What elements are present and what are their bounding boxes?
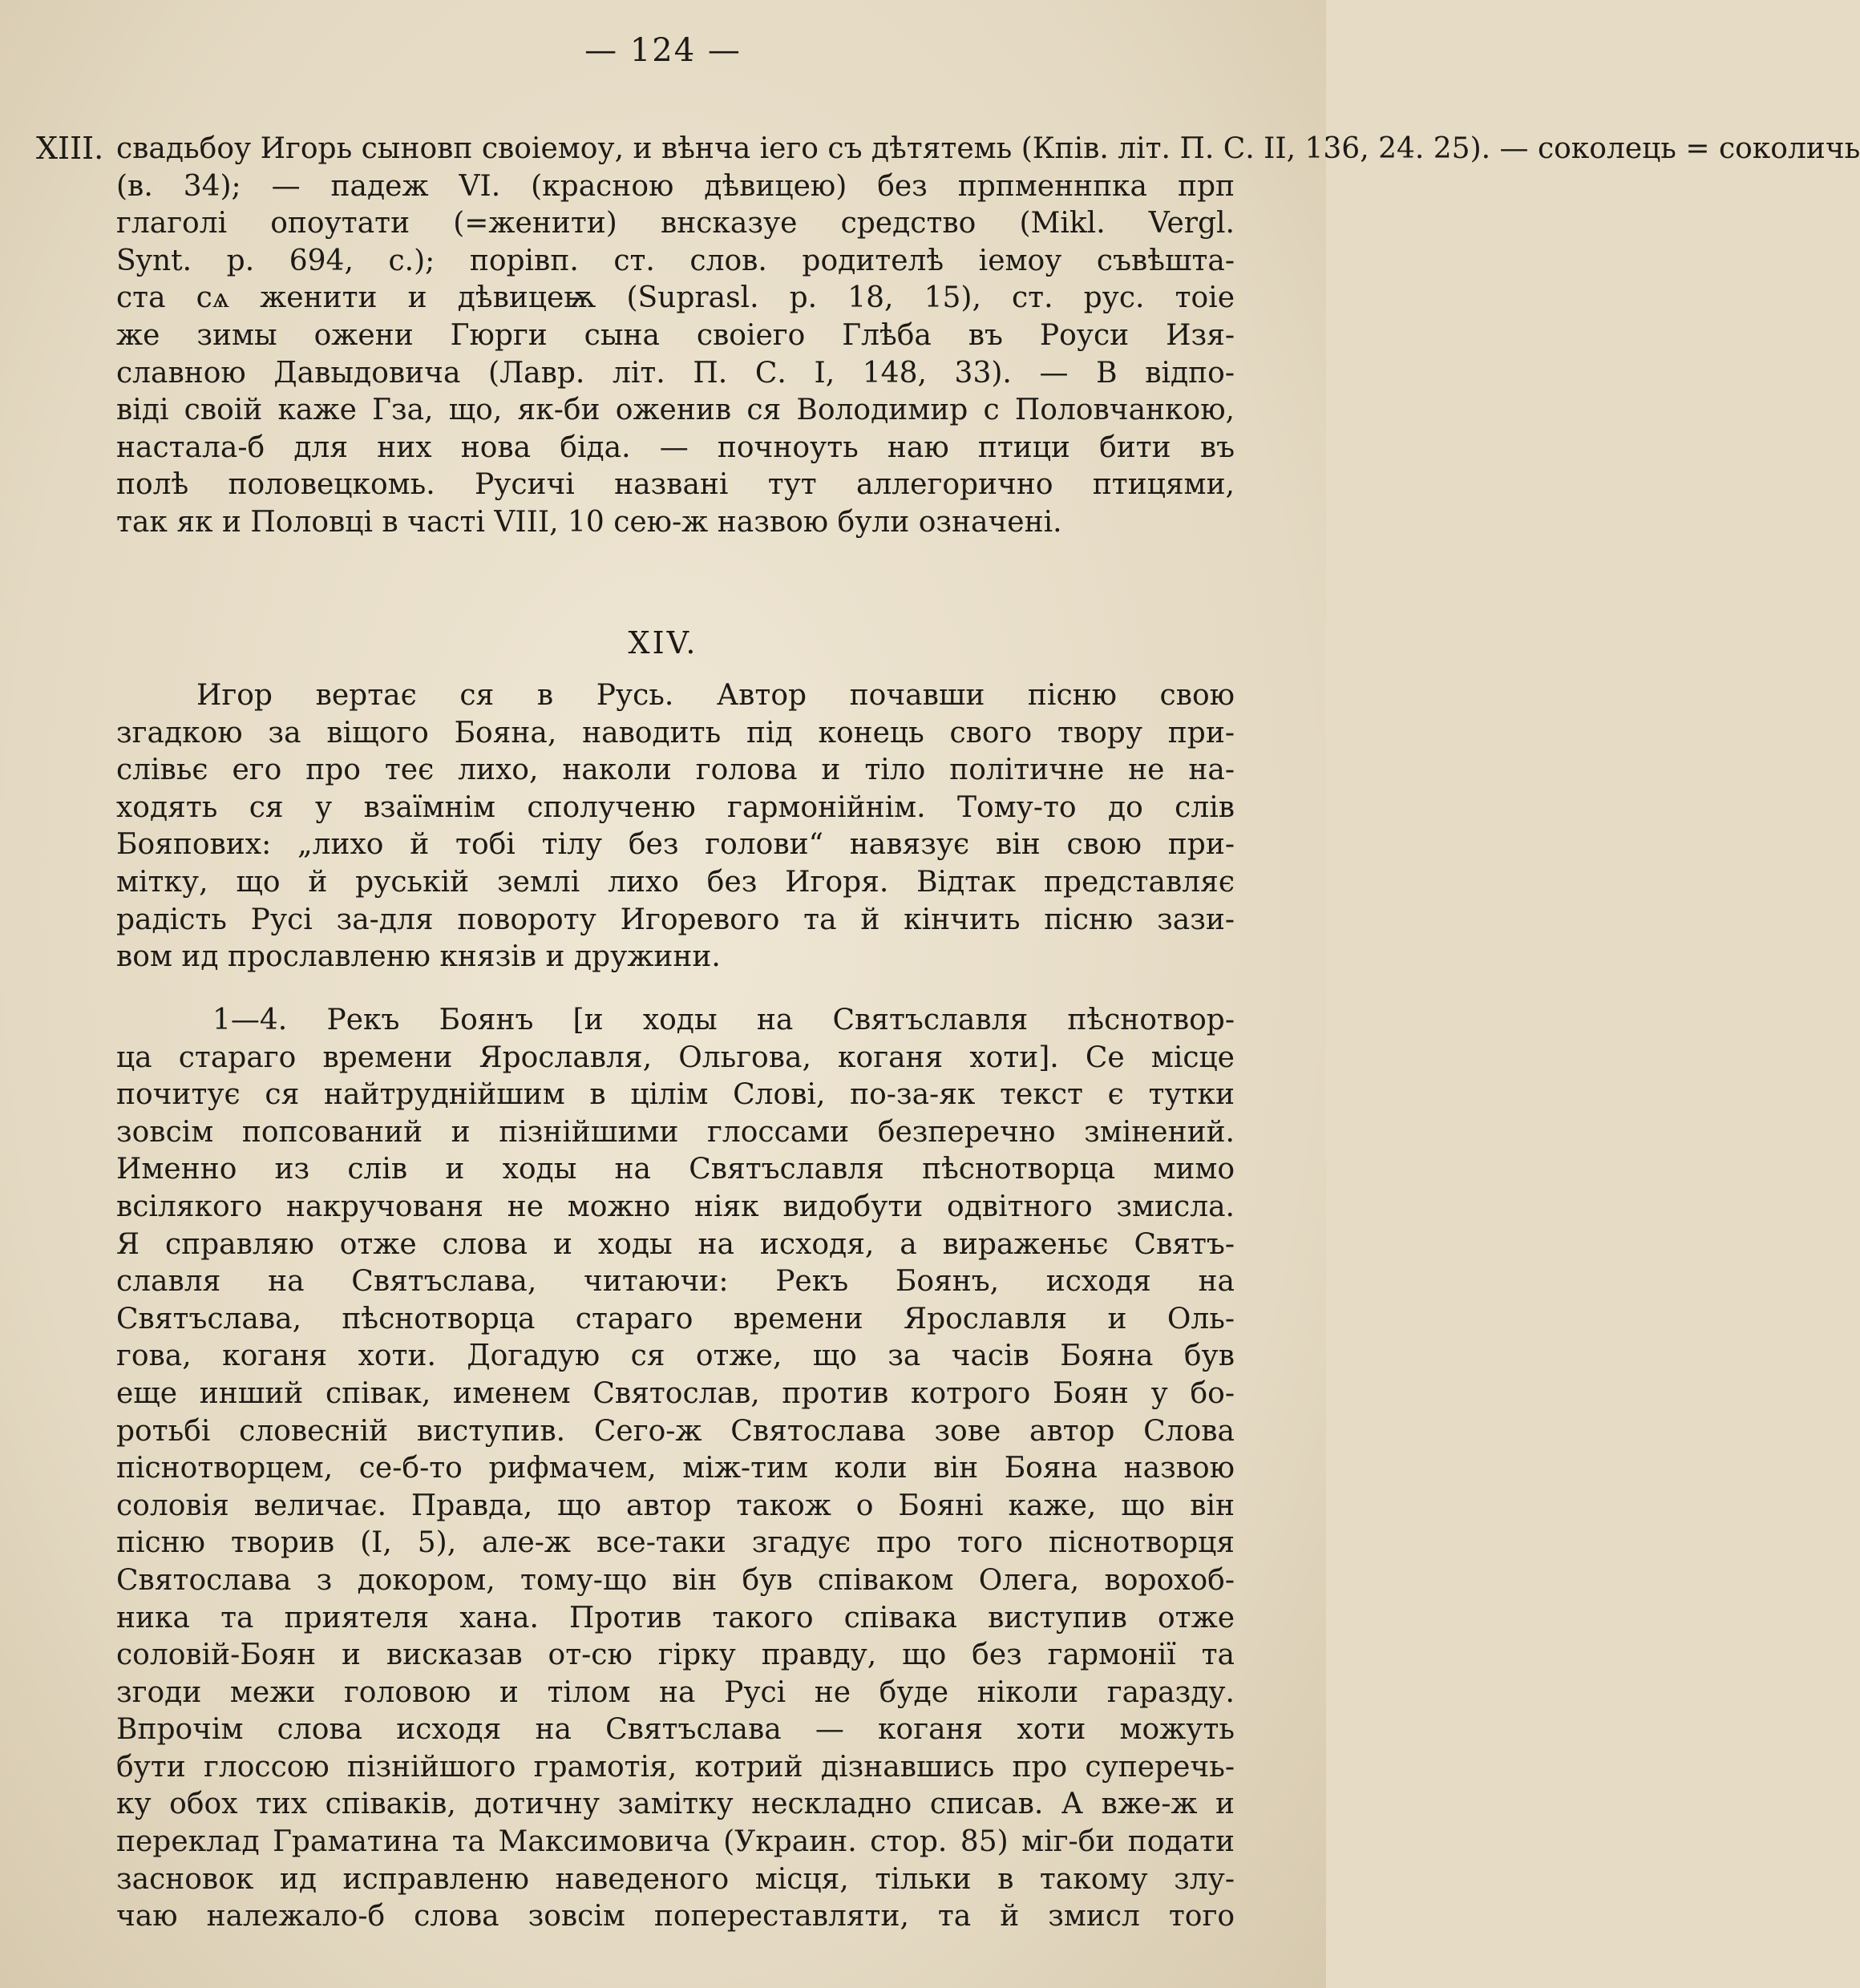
text-line: же зимы ожени Гюрги сына своiего Глѣба въ Роуси Изя- — [116, 318, 1235, 352]
text-line: Бояпових: „лихо й тобі тілу без голови“ навязує він свою при- — [116, 828, 1235, 862]
text-line: полѣ половецкомь. Русичі названі тут аллегорично птицями, — [116, 468, 1235, 502]
section-xiv-heading: XIV. — [628, 625, 698, 661]
text-line: піснотворцем, се-б-то рифмачем, між-тим коли він Бояна назвою — [116, 1452, 1235, 1485]
text-line: гова, коганя хоти. Догадую ся отже, що за часів Бояна був — [116, 1339, 1235, 1373]
text-line: ста сѧ женити и дѣвицеѭ (Suprasl. p. 18, 15), ст. рус. тоiе — [116, 281, 1235, 315]
text-line: (в. 34); — падеж VI. (красною дѣвицею) без прпменнпка прп — [116, 169, 1235, 203]
text-line: Святъслава, пѣснотворца стараго времени Ярославля и Оль- — [116, 1302, 1235, 1335]
page-number: — 124 — — [584, 32, 742, 69]
text-line: 1—4. Рекъ Боянъ [и ходы на Святъславля пѣснотвор- — [212, 1004, 1235, 1036]
text-line: мітку, що й руській землі лихо без Игоря. Відтак представляє — [116, 865, 1235, 899]
text-line: ротьбі словесній виступив. Сего-ж Святослава зове автор Слова — [116, 1414, 1235, 1448]
text-line: Именно из слів и ходы на Святъславля пѣснотворца мимо — [116, 1153, 1235, 1186]
text-line: пісню творив (I, 5), але-ж все-таки згадує про того піснотворця — [116, 1526, 1235, 1560]
section-xiii-text — [116, 131, 1860, 542]
text-line: свадьбоу Игорь сыновп своiемоу, и вѣнча iего съ дѣтятемь (Кпів. літ. П. С. II, 136, 24. 25). — соколець = соколичь — [116, 132, 1860, 165]
text-line: всілякого накручованя не можно ніяк видобути одвітного змисла. — [116, 1190, 1235, 1223]
text-line: так як и Половці в часті VIII, 10 сею-ж назвою були означені. — [116, 505, 1062, 539]
text-line: славля на Святъслава, читаючи: Рекъ Боянъ, исходя на — [116, 1265, 1235, 1299]
text-line: Игор вертає ся в Русь. Автор почавши пісню свою — [196, 679, 1235, 712]
text-line: вом ид прославленю князів и дружини. — [116, 940, 721, 974]
text-line: Synt. p. 694, c.); порівп. ст. слов. родителѣ iемоу съвѣшта- — [116, 244, 1235, 277]
section-xiv-paragraph-1 — [116, 677, 1235, 976]
text-line: почитує ся найтруднійшим в цілім Слові, по-за-як текст є тутки — [116, 1078, 1235, 1112]
text-line: ника та приятеля хана. Против такого співака виступив отже — [116, 1601, 1235, 1634]
text-line: ходять ся у взаїмнім сполученю гармонійнім. Тому-то до слів — [116, 790, 1235, 824]
text-line: переклад Граматина та Максимовича (Украин. стор. 85) міг-би подати — [116, 1825, 1235, 1859]
text-line: ца стараго времени Ярославля, Ольговa, коганя хоти]. Се місце — [116, 1040, 1235, 1074]
text-line: соловій-Боян и висказав от-сю гірку правду, що без гармонії та — [116, 1638, 1235, 1672]
text-line: згоди межи головою и тілом на Русі не буде ніколи гаразду. — [116, 1675, 1235, 1709]
text-line: Я справляю отже слова и ходы на исходя, а вираженьє Святъ- — [116, 1227, 1235, 1261]
text-line: бути глоссою пізнійшого грамотія, котрий дізнавшись про суперечь- — [116, 1750, 1235, 1784]
text-line: слівьє его про теє лихо, наколи голова и тіло політичне не на- — [116, 754, 1235, 787]
text-line: ку обох тих співаків, дотичну замітку нескладно списав. А вже-ж и — [116, 1788, 1235, 1821]
text-line: засновок ид исправленю наведеного місця, тільки в такому злу- — [116, 1862, 1235, 1896]
text-line: еще инший співак, именем Святослав, против котрого Боян у бо- — [116, 1376, 1235, 1410]
text-line: Святослава з докором, тому-що він був співаком Олега, ворохоб- — [116, 1563, 1235, 1597]
text-line: настала-б для них нова біда. — почноуть наю птици бити въ — [116, 430, 1235, 464]
text-line: Впрочім слова исходя на Святъслава — коганя хоти можуть — [116, 1713, 1235, 1747]
text-line: віді своій каже Гза, що, як-би оженив ся Володимир с Половчанкою, — [116, 394, 1235, 427]
text-line: згадкою за віщого Бояна, наводить під конець свого твору при- — [116, 716, 1235, 750]
section-xiv-paragraph-2 — [116, 1002, 1235, 1936]
text-line: зовсім попсований и пізнійшими глоссами безперечно змінений. — [116, 1115, 1235, 1149]
text-line: радість Русі за-для повороту Игоревого та й кінчить пісню зази- — [116, 903, 1235, 936]
text-line: глаголі опоутати (=женити) внсказуе средство (Mikl. Vergl. — [116, 207, 1235, 240]
text-line: славною Давыдовича (Лавр. літ. П. С. I, 148, 33). — В відпо- — [116, 356, 1235, 390]
section-xiii-label: XIII. — [36, 131, 104, 166]
text-line: чаю належало-б слова зовсім попереставляти, та й змисл того — [116, 1900, 1235, 1933]
text-line: соловія величає. Правда, що автор також о Бояні каже, що він — [116, 1489, 1235, 1522]
